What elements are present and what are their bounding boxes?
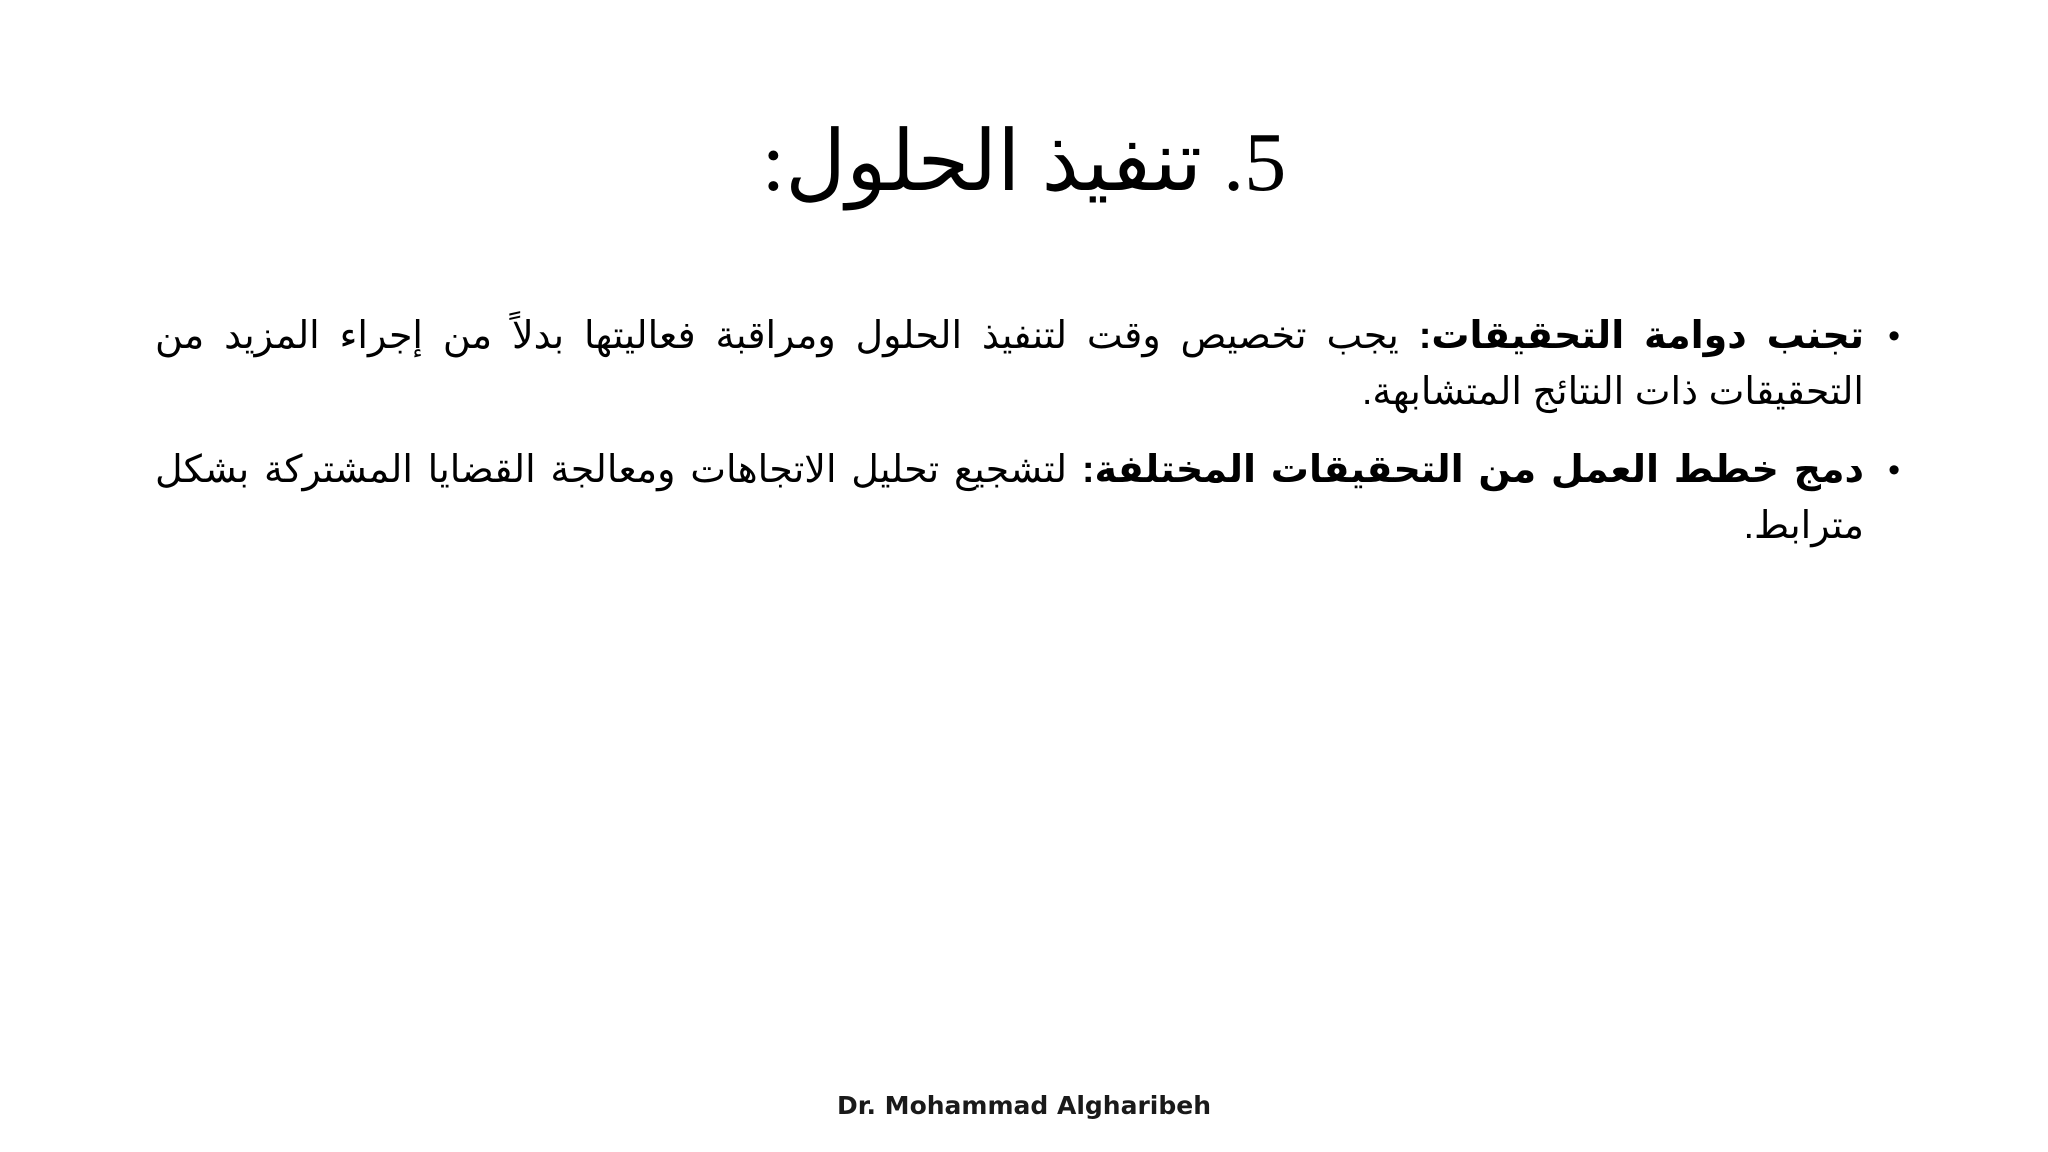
bullet-item bbox=[155, 308, 1900, 420]
bullet-text: لتشجيع تحليل الاتجاهات ومعالجة القضايا المشتركة بشكل مترابط. bbox=[155, 449, 1864, 547]
bullet-lead: تجنب دوامة التحقيقات: bbox=[1418, 315, 1864, 357]
footer-author: Dr. Mohammad Algharibeh bbox=[836, 1091, 1212, 1120]
bullet-text: يجب تخصيص وقت لتنفيذ الحلول ومراقبة فعاليتها بدلاً من إجراء المزيد من التحقيقات ذات النتائج المتشابهة. bbox=[155, 315, 1864, 413]
bullet-item bbox=[155, 442, 1900, 554]
bullet-dot-icon: • bbox=[1888, 451, 1900, 489]
bullet-dot-icon: • bbox=[1888, 317, 1900, 355]
bullet-lead: دمج خطط العمل من التحقيقات المختلفة: bbox=[1081, 449, 1864, 491]
bullet-list bbox=[155, 308, 1900, 576]
slide-title: 5. تنفيذ الحلول: bbox=[761, 116, 1287, 209]
